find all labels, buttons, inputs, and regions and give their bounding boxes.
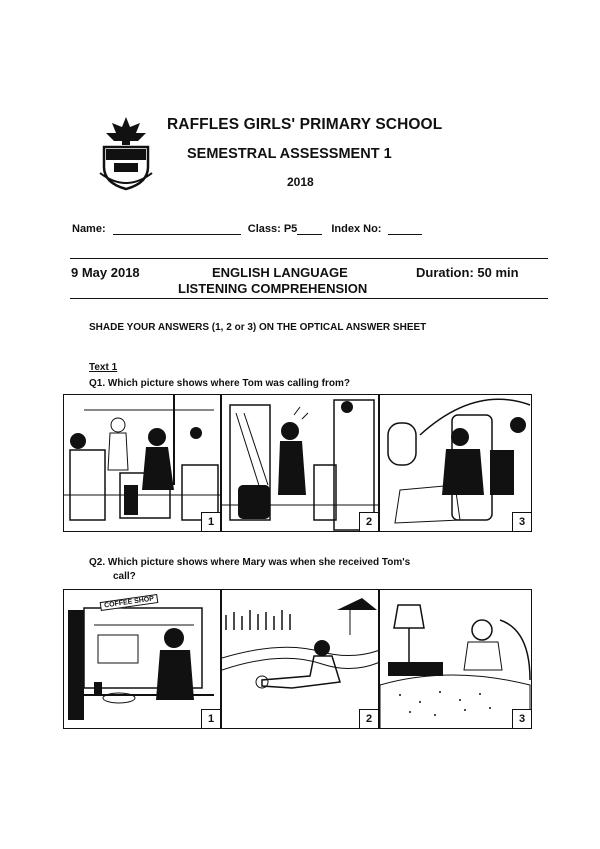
bus-scene-icon <box>64 395 221 532</box>
class-blank[interactable] <box>297 225 322 235</box>
option-number: 2 <box>359 709 378 728</box>
exam-duration: Duration: 50 min <box>416 265 519 280</box>
exam-date: 9 May 2018 <box>71 265 140 280</box>
bus-stop-scene-icon <box>222 395 379 532</box>
q2-option-1-picture[interactable] <box>63 589 221 729</box>
option-number: 3 <box>512 512 531 531</box>
class-label: Class: P5 <box>247 223 298 235</box>
text-label: Text 1 <box>89 362 118 373</box>
bottom-rule <box>70 298 548 299</box>
q1-option-2-picture[interactable] <box>221 394 379 532</box>
q1-option-3-picture[interactable] <box>379 394 532 532</box>
name-blank[interactable] <box>113 225 241 235</box>
coffee-shop-scene-icon <box>64 590 221 729</box>
park-scene-icon <box>222 590 379 729</box>
index-blank[interactable] <box>388 225 422 235</box>
airplane-scene-icon <box>380 395 532 532</box>
student-info-row <box>72 223 422 235</box>
option-number: 1 <box>201 512 220 531</box>
school-name: RAFFLES GIRLS' PRIMARY SCHOOL <box>167 116 443 133</box>
question-2: Q2. Which picture shows where Mary was when she received Tom's <box>89 557 411 568</box>
instruction: SHADE YOUR ANSWERS (1, 2 or 3) ON THE OPTICAL ANSWER SHEET <box>89 322 427 333</box>
option-number: 2 <box>359 512 378 531</box>
question-2-continued: call? <box>113 571 136 582</box>
option-number: 1 <box>201 709 220 728</box>
school-crest-icon <box>96 113 156 191</box>
exam-subject: ENGLISH LANGUAGE <box>212 265 348 280</box>
exam-year: 2018 <box>287 175 314 189</box>
q1-option-1-picture[interactable] <box>63 394 221 532</box>
bedroom-scene-icon <box>380 590 532 729</box>
option-number: 3 <box>512 709 531 728</box>
index-label: Index No: <box>331 223 382 235</box>
question-1: Q1. Which picture shows where Tom was calling from? <box>89 378 350 389</box>
exam-name: SEMESTRAL ASSESSMENT 1 <box>187 146 392 162</box>
exam-paper: LISTENING COMPREHENSION <box>178 281 368 296</box>
q2-option-3-picture[interactable] <box>379 589 532 729</box>
coffee-shop-sign: COFFEE SHOP <box>100 594 159 611</box>
name-label: Name: <box>72 223 106 235</box>
q2-option-2-picture[interactable] <box>221 589 379 729</box>
top-rule <box>70 258 548 259</box>
